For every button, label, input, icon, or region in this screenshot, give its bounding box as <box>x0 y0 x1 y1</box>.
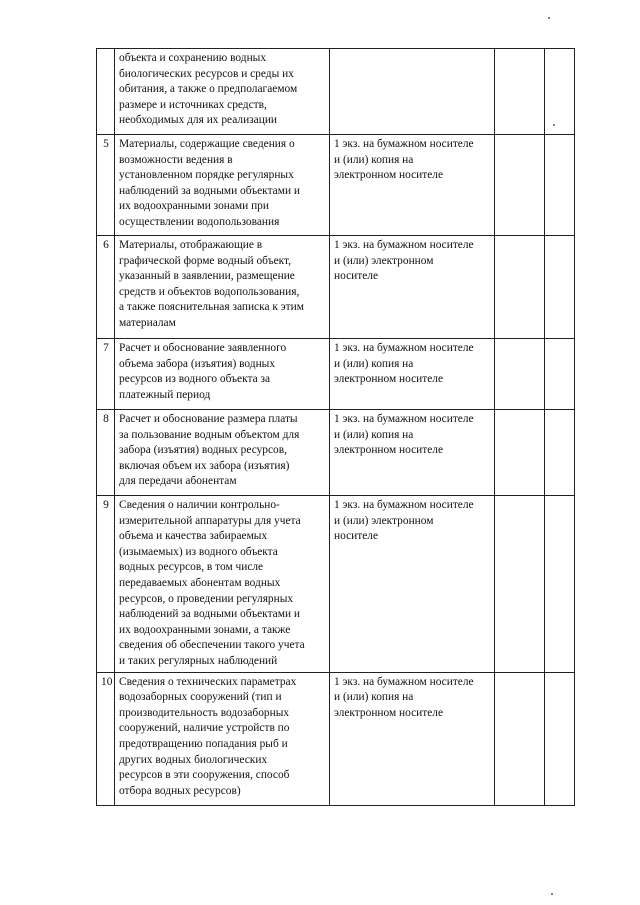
document-name: объекта и сохранению водных биологических ресурсов и среды их обитания, а также о предполагаемом размере и источниках средств, необходимых для их реализации <box>119 52 298 127</box>
extra-cell-1 <box>495 236 545 339</box>
row-number: 5 <box>97 135 115 236</box>
submission-form: 1 экз. на бумажном носителе и (или) копия на электронном носителе <box>334 138 474 182</box>
extra-cell-1 <box>495 672 545 805</box>
row-number: 9 <box>97 496 115 673</box>
table-row <box>97 672 575 805</box>
document-name: Расчет и обоснование заявленного объема забора (изъятия) водных ресурсов из водного объекта за платежный период <box>119 342 287 401</box>
extra-cell-2 <box>545 236 575 339</box>
extra-cell-2 <box>545 410 575 496</box>
row-number: 8 <box>97 410 115 496</box>
submission-form-cell <box>330 49 495 135</box>
submission-form-cell <box>330 410 495 496</box>
scan-speck <box>553 124 555 126</box>
document-name-cell <box>115 135 330 236</box>
submission-form-cell <box>330 339 495 410</box>
row-number: 6 <box>97 236 115 339</box>
row-number: 7 <box>97 339 115 410</box>
submission-form: 1 экз. на бумажном носителе и (или) электронном носителе <box>334 499 474 543</box>
submission-form: 1 экз. на бумажном носителе и (или) копия на электронном носителе <box>334 413 474 457</box>
document-name: Сведения о наличии контрольно- измерительной аппаратуры для учета объема и качества забираемых (изымаемых) из водного объекта водных ресурсов, в том числе передаваемых абонентам водных ресурсов, о проведении регулярных наблюдений за водными объектами и их водоохранными зонами, а также сведения об обеспечении такого учета и таких регулярных наблюдений <box>119 499 305 667</box>
document-name-cell <box>115 339 330 410</box>
extra-cell-1 <box>495 49 545 135</box>
extra-cell-1 <box>495 339 545 410</box>
document-name: Расчет и обоснование размера платы за пользование водным объектом для забора (изъятия) водных ресурсов, включая объем их забора (изъятия) для передачи абонентам <box>119 413 300 488</box>
row-number <box>97 49 115 135</box>
submission-form: 1 экз. на бумажном носителе и (или) электронном носителе <box>334 239 474 283</box>
extra-cell-2 <box>545 49 575 135</box>
document-name: Материалы, отображающие в графической форме водный объект, указанный в заявлении, размещение средств и объектов водопользования, а также пояснительная записка к этим материалам <box>119 239 304 329</box>
extra-cell-1 <box>495 496 545 673</box>
submission-form: 1 экз. на бумажном носителе и (или) копия на электронном носителе <box>334 342 474 386</box>
extra-cell-2 <box>545 672 575 805</box>
document-name-cell <box>115 49 330 135</box>
document-name: Материалы, содержащие сведения о возможности ведения в установленном порядке регулярных наблюдений за водными объектами и их водоохранными зонами при осуществлении водопользования <box>119 138 300 228</box>
documents-table <box>96 48 575 806</box>
extra-cell-2 <box>545 496 575 673</box>
extra-cell-2 <box>545 339 575 410</box>
table-row <box>97 135 575 236</box>
scan-speck <box>551 893 553 895</box>
table-row <box>97 236 575 339</box>
document-name: Сведения о технических параметрах водозаборных сооружений (тип и производительность водозаборных сооружений, наличие устройств по предотвращению попадания рыб и других водных биологических ресурсов в эти сооружения, способ отбора водных ресурсов) <box>119 675 297 797</box>
submission-form-cell <box>330 496 495 673</box>
document-name-cell <box>115 496 330 673</box>
table-row <box>97 339 575 410</box>
submission-form-cell <box>330 135 495 236</box>
scan-speck <box>548 17 550 19</box>
submission-form-cell <box>330 236 495 339</box>
table-row <box>97 49 575 135</box>
extra-cell-2 <box>545 135 575 236</box>
table-row <box>97 496 575 673</box>
document-name-cell <box>115 236 330 339</box>
document-name-cell <box>115 410 330 496</box>
extra-cell-1 <box>495 135 545 236</box>
submission-form: 1 экз. на бумажном носителе и (или) копия на электронном носителе <box>334 675 474 719</box>
table-row <box>97 410 575 496</box>
extra-cell-1 <box>495 410 545 496</box>
document-name-cell <box>115 672 330 805</box>
submission-form-cell <box>330 672 495 805</box>
row-number: 10 <box>97 672 115 805</box>
